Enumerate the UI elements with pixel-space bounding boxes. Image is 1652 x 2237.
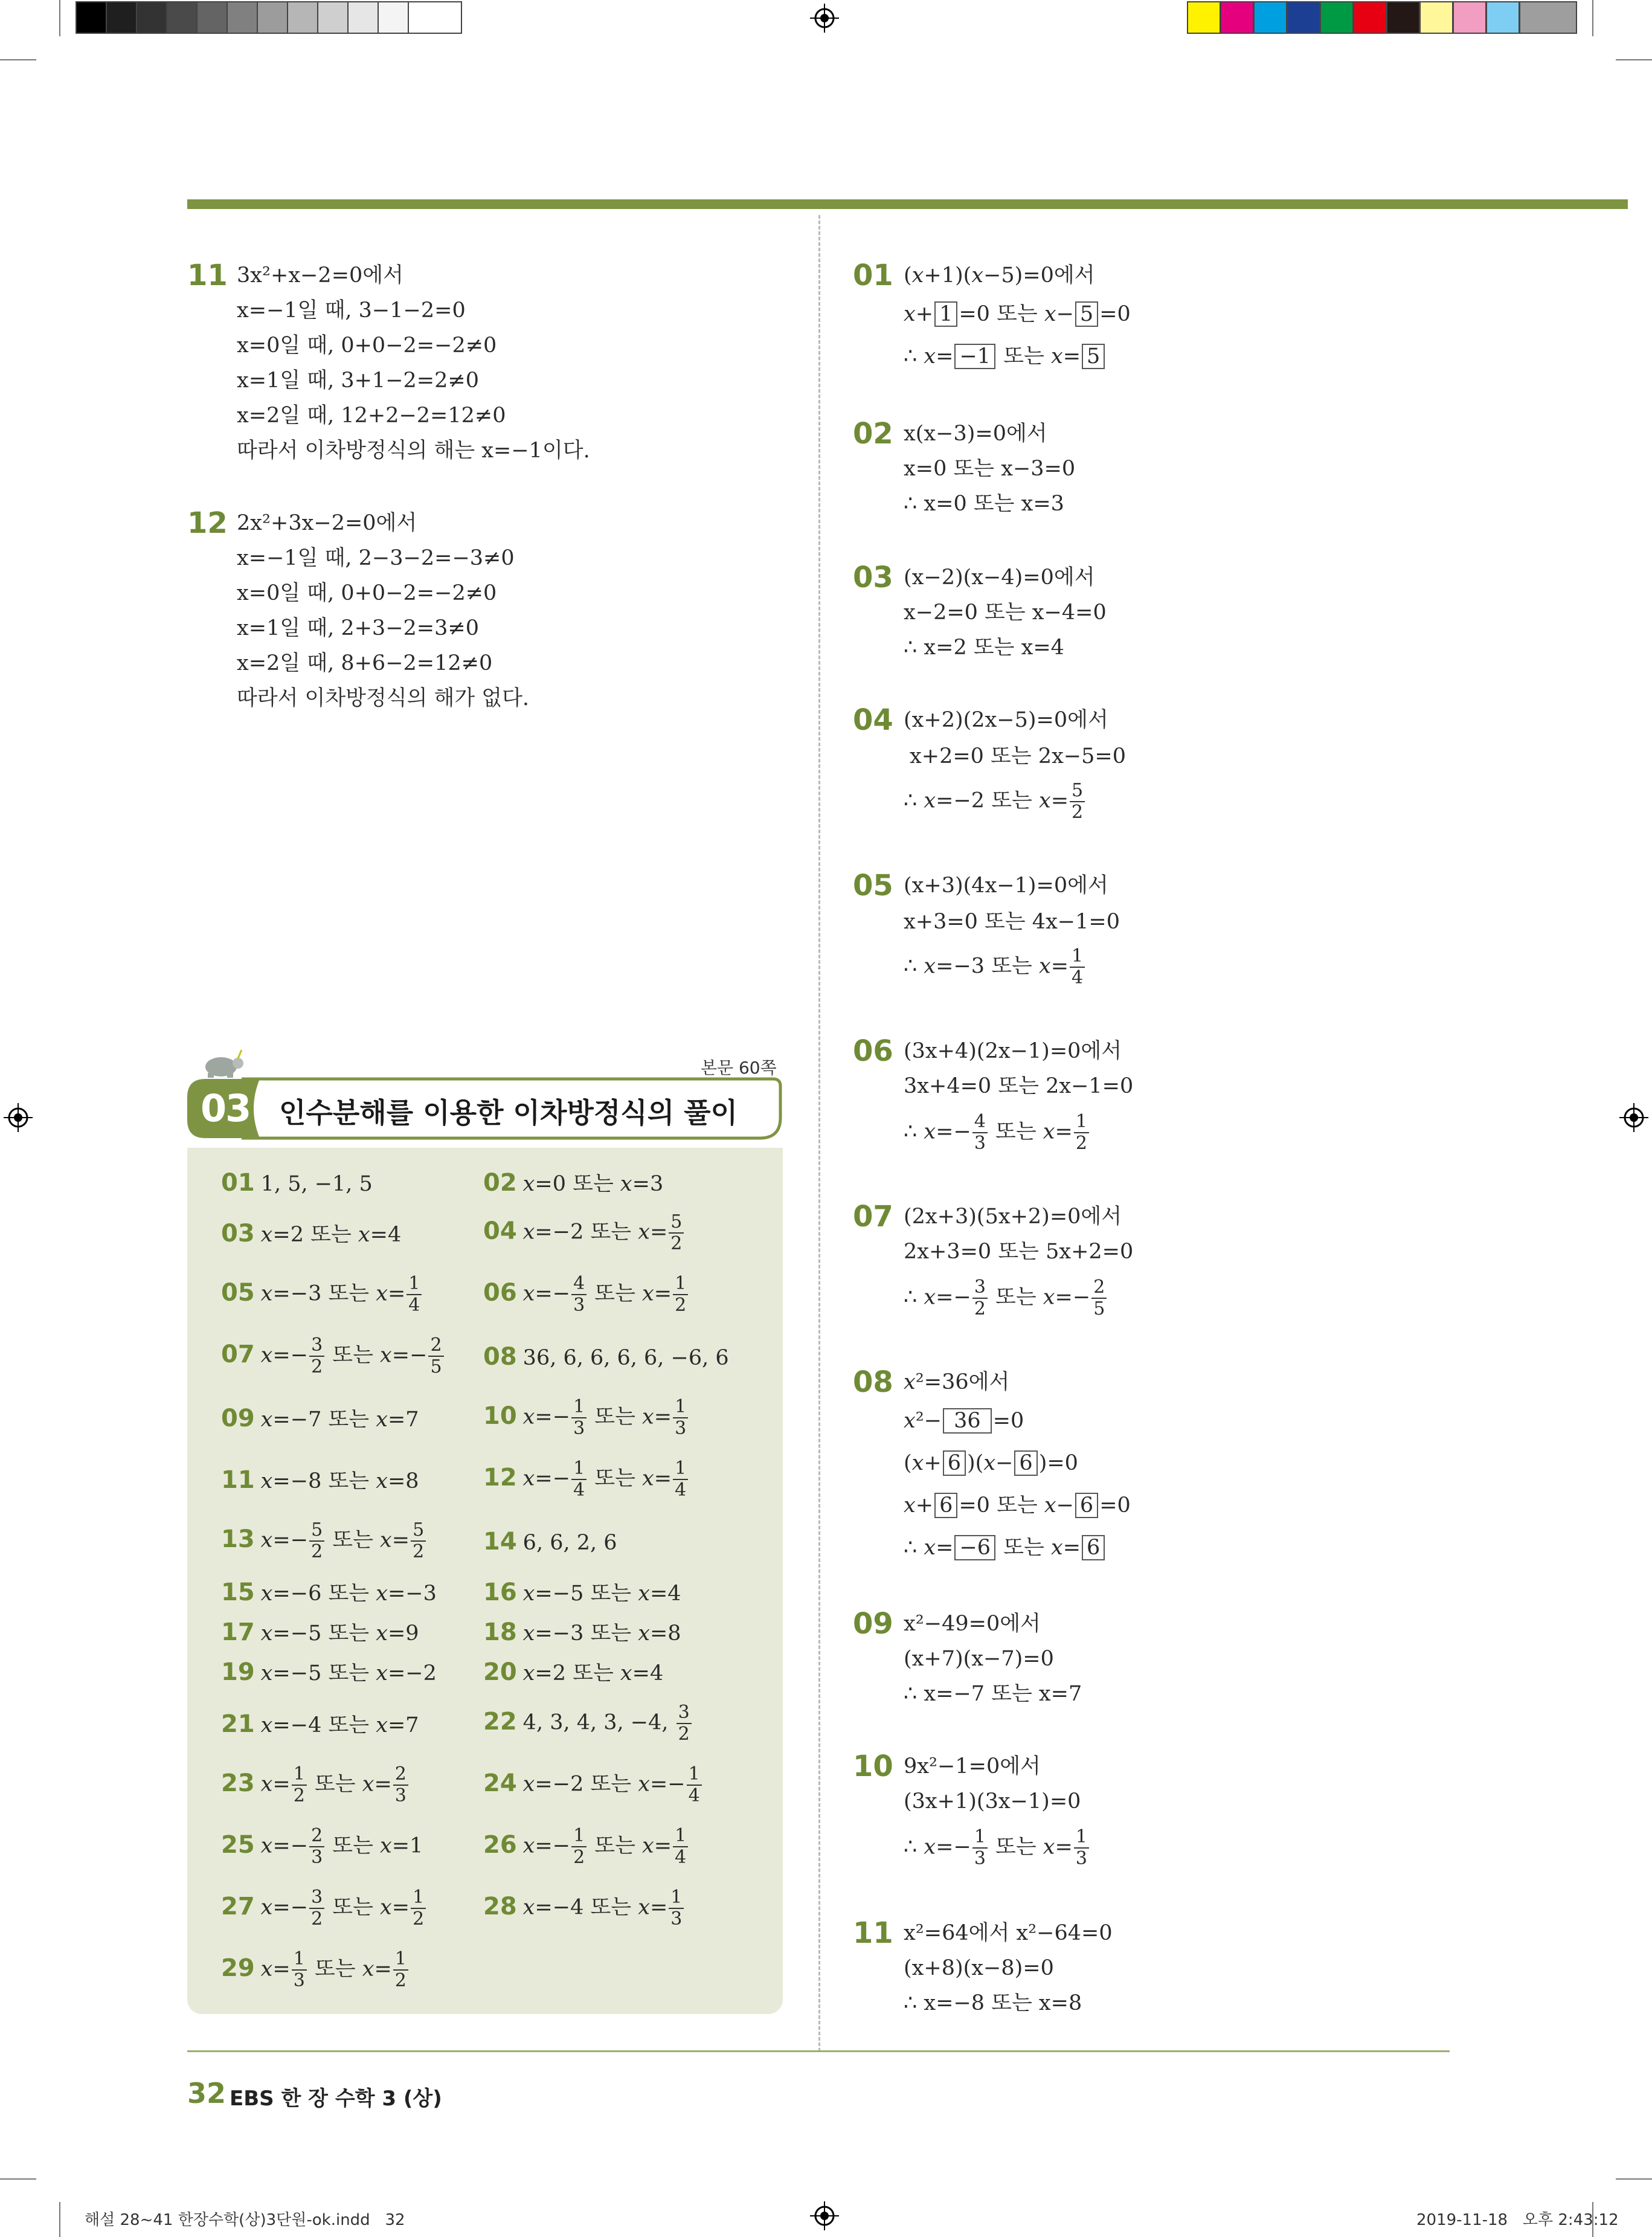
registration-mark-icon bbox=[4, 1103, 33, 1132]
registration-mark-icon bbox=[1619, 1103, 1648, 1132]
solution-line: x+ 1 =0 또는 x− 5 =0 bbox=[904, 302, 1131, 326]
answer-item: 27 x=− $\frac{3}{2}$ 또는 x= $\frac{1}{2}$ bbox=[221, 1887, 427, 1930]
book-title: EBS 한 장 수학 3 (상) bbox=[230, 2087, 442, 2111]
answer-item: 22 4, 3, 4, 3, −4, $\frac{3}{2}$ bbox=[483, 1702, 693, 1745]
answer-item: 14 6, 6, 2, 6 bbox=[483, 1528, 617, 1556]
solution-line: 3x+4=0 또는 2x−1=0 bbox=[904, 1074, 1134, 1098]
answer-item: 05 x=−3 또는 x= $\frac{1}{4}$ bbox=[221, 1273, 423, 1316]
solution-line: x=0 또는 x−3=0 bbox=[904, 457, 1076, 481]
solution-line: ∴ x=−8 또는 x=8 bbox=[904, 1991, 1082, 2015]
problem-number: 02 bbox=[853, 417, 893, 451]
crop-mark bbox=[1616, 59, 1652, 60]
solution-line: ∴ x=−3 또는 x= $\frac{1}{4}$ bbox=[904, 946, 1086, 988]
problem-number: 01 bbox=[853, 259, 893, 292]
slug-date: 2019-11-18 오후 2:43:12 bbox=[1416, 2211, 1619, 2229]
problem-number: 10 bbox=[853, 1749, 893, 1783]
solution-line: x²−49=0에서 bbox=[904, 1612, 1041, 1636]
solution-line: ∴ x=2 또는 x=4 bbox=[904, 636, 1064, 660]
crop-mark bbox=[59, 2202, 60, 2237]
solution-line: x(x−3)=0에서 bbox=[904, 422, 1047, 446]
solution-line: 따라서 이차방정식의 해가 없다. bbox=[237, 686, 530, 710]
answer-item: 01 1, 5, −1, 5 bbox=[221, 1169, 373, 1197]
answer-item: 24 x=−2 또는 x=− $\frac{1}{4}$ bbox=[483, 1764, 703, 1806]
page-reference: 본문 60쪽 bbox=[701, 1058, 777, 1078]
solution-line: ∴ x=− $\frac{4}{3}$ 또는 x= $\frac{1}{2}$ bbox=[904, 1112, 1090, 1154]
crop-mark bbox=[59, 0, 60, 36]
answer-item: 04 x=−2 또는 x= $\frac{5}{2}$ bbox=[483, 1212, 685, 1254]
answer-item: 06 x=− $\frac{4}{3}$ 또는 x= $\frac{1}{2}$ bbox=[483, 1273, 689, 1316]
answer-item: 25 x=− $\frac{2}{3}$ 또는 x=1 bbox=[221, 1825, 423, 1868]
answer-item: 23 x= $\frac{1}{2}$ 또는 x= $\frac{2}{3}$ bbox=[221, 1764, 410, 1806]
answer-item: 21 x=−4 또는 x=7 bbox=[221, 1710, 419, 1738]
solution-line: 2x+3=0 또는 5x+2=0 bbox=[904, 1240, 1134, 1264]
problem-number: 05 bbox=[853, 869, 893, 903]
answer-item: 19 x=−5 또는 x=−2 bbox=[221, 1658, 437, 1686]
solution-line: (2x+3)(5x+2)=0에서 bbox=[904, 1205, 1122, 1229]
turtle-icon bbox=[199, 1046, 248, 1078]
answer-item: 02 x=0 또는 x=3 bbox=[483, 1169, 664, 1197]
slug-filename: 해설 28~41 한장수학(상)3단원-ok.indd 32 bbox=[85, 2211, 405, 2229]
solution-line: x=0일 때, 0+0−2=−2≠0 bbox=[237, 581, 497, 605]
solution-line: x=−1일 때, 3−1−2=0 bbox=[237, 298, 466, 323]
answer-item: 08 36, 6, 6, 6, 6, −6, 6 bbox=[483, 1343, 729, 1371]
solution-line: x=1일 때, 3+1−2=2≠0 bbox=[237, 369, 479, 393]
registration-mark-icon bbox=[810, 2201, 839, 2230]
problem-number: 06 bbox=[853, 1034, 893, 1068]
section-title: 인수분해를 이용한 이차방정식의 풀이 bbox=[279, 1096, 738, 1129]
problem-number: 11 bbox=[853, 1916, 893, 1950]
solution-line: 9x²−1=0에서 bbox=[904, 1754, 1041, 1778]
answer-item: 17 x=−5 또는 x=9 bbox=[221, 1618, 419, 1646]
answer-item: 28 x=−4 또는 x= $\frac{1}{3}$ bbox=[483, 1887, 685, 1930]
answer-item: 11 x=−8 또는 x=8 bbox=[221, 1466, 419, 1494]
answer-item: 09 x=−7 또는 x=7 bbox=[221, 1405, 419, 1432]
crop-mark bbox=[1616, 2178, 1652, 2180]
solution-line: x=2일 때, 8+6−2=12≠0 bbox=[237, 651, 493, 675]
problem-number: 07 bbox=[853, 1200, 893, 1234]
solution-line: ∴ x= −1 또는 x= 5 bbox=[904, 343, 1106, 370]
answer-item: 13 x=− $\frac{5}{2}$ 또는 x= $\frac{5}{2}$ bbox=[221, 1520, 427, 1562]
answer-item: 03 x=2 또는 x=4 bbox=[221, 1220, 402, 1247]
answer-item: 20 x=2 또는 x=4 bbox=[483, 1658, 664, 1686]
solution-line: x+3=0 또는 4x−1=0 bbox=[904, 910, 1120, 934]
page-number: 32 bbox=[187, 2077, 227, 2110]
solution-line: x=−1일 때, 2−3−2=−3≠0 bbox=[237, 546, 515, 570]
answer-item: 15 x=−6 또는 x=−3 bbox=[221, 1579, 437, 1606]
header-rule bbox=[187, 199, 1628, 209]
solution-line: x²=36에서 bbox=[904, 1370, 1010, 1394]
answer-item: 10 x=− $\frac{1}{3}$ 또는 x= $\frac{1}{3}$ bbox=[483, 1397, 689, 1439]
solution-line: ∴ x=−7 또는 x=7 bbox=[904, 1682, 1082, 1706]
solution-line: (x−2)(x−4)=0에서 bbox=[904, 565, 1095, 590]
problem-number: 04 bbox=[853, 703, 893, 737]
answer-item: 29 x= $\frac{1}{3}$ 또는 x= $\frac{1}{2}$ bbox=[221, 1949, 410, 1991]
registration-mark-icon bbox=[810, 4, 839, 33]
section-number: 03 bbox=[201, 1086, 251, 1130]
problem-number: 12 bbox=[187, 506, 228, 540]
solution-line: (x+8)(x−8)=0 bbox=[904, 1956, 1054, 1980]
solution-line: (x+3)(4x−1)=0에서 bbox=[904, 874, 1108, 898]
problem-number: 08 bbox=[853, 1365, 893, 1399]
problem-number: 09 bbox=[853, 1607, 893, 1641]
answer-item: 26 x=− $\frac{1}{2}$ 또는 x= $\frac{1}{4}$ bbox=[483, 1826, 689, 1868]
solution-line: ∴ x=− $\frac{1}{3}$ 또는 x= $\frac{1}{3}$ bbox=[904, 1827, 1090, 1869]
crop-mark bbox=[0, 59, 36, 60]
solution-line: (3x+1)(3x−1)=0 bbox=[904, 1789, 1081, 1814]
footer-rule bbox=[187, 2050, 1450, 2052]
column-divider bbox=[818, 215, 820, 2052]
solution-line: (x+2)(2x−5)=0에서 bbox=[904, 708, 1108, 732]
answer-item: 07 x=− $\frac{3}{2}$ 또는 x=− $\frac{2}{5}$ bbox=[221, 1335, 445, 1377]
solution-line: x+2=0 또는 2x−5=0 bbox=[910, 744, 1126, 768]
answer-item: 16 x=−5 또는 x=4 bbox=[483, 1579, 681, 1606]
solution-line: x=0일 때, 0+0−2=−2≠0 bbox=[237, 333, 497, 358]
solution-line: x−2=0 또는 x−4=0 bbox=[904, 600, 1107, 625]
solution-line: x=1일 때, 2+3−2=3≠0 bbox=[237, 616, 479, 640]
solution-line: ∴ x=0 또는 x=3 bbox=[904, 492, 1064, 516]
crop-mark bbox=[0, 2178, 36, 2180]
solution-line: (x+7)(x−7)=0 bbox=[904, 1647, 1054, 1671]
answer-item: 18 x=−3 또는 x=8 bbox=[483, 1618, 681, 1646]
solution-line: x+ 6 =0 또는 x− 6 =0 bbox=[904, 1493, 1131, 1518]
problem-number: 11 bbox=[187, 259, 228, 292]
solution-line: ∴ x=−2 또는 x= $\frac{5}{2}$ bbox=[904, 781, 1086, 823]
solution-line: ∴ x=− $\frac{3}{2}$ 또는 x=− $\frac{2}{5}$ bbox=[904, 1277, 1108, 1319]
solution-line: 따라서 이차방정식의 해는 x=−1이다. bbox=[237, 439, 590, 463]
solution-line: x²=64에서 x²−64=0 bbox=[904, 1921, 1113, 1945]
solution-line: (3x+4)(2x−1)=0에서 bbox=[904, 1039, 1122, 1063]
solution-line: x²− 36 =0 bbox=[904, 1409, 1024, 1433]
solution-line: 3x²+x−2=0에서 bbox=[237, 263, 403, 288]
solution-line: ∴ x= −6 또는 x= 6 bbox=[904, 1534, 1106, 1561]
solution-line: 2x²+3x−2=0에서 bbox=[237, 511, 417, 535]
crop-mark bbox=[1592, 0, 1593, 36]
solution-line: x=2일 때, 12+2−2=12≠0 bbox=[237, 404, 506, 428]
solution-line: (x+1)(x−5)=0에서 bbox=[904, 263, 1095, 288]
section-header bbox=[187, 1075, 783, 1142]
solution-line: (x+ 6 )(x− 6 )=0 bbox=[904, 1451, 1078, 1475]
answer-item: 12 x=− $\frac{1}{4}$ 또는 x= $\frac{1}{4}$ bbox=[483, 1458, 689, 1501]
problem-number: 03 bbox=[853, 561, 893, 594]
